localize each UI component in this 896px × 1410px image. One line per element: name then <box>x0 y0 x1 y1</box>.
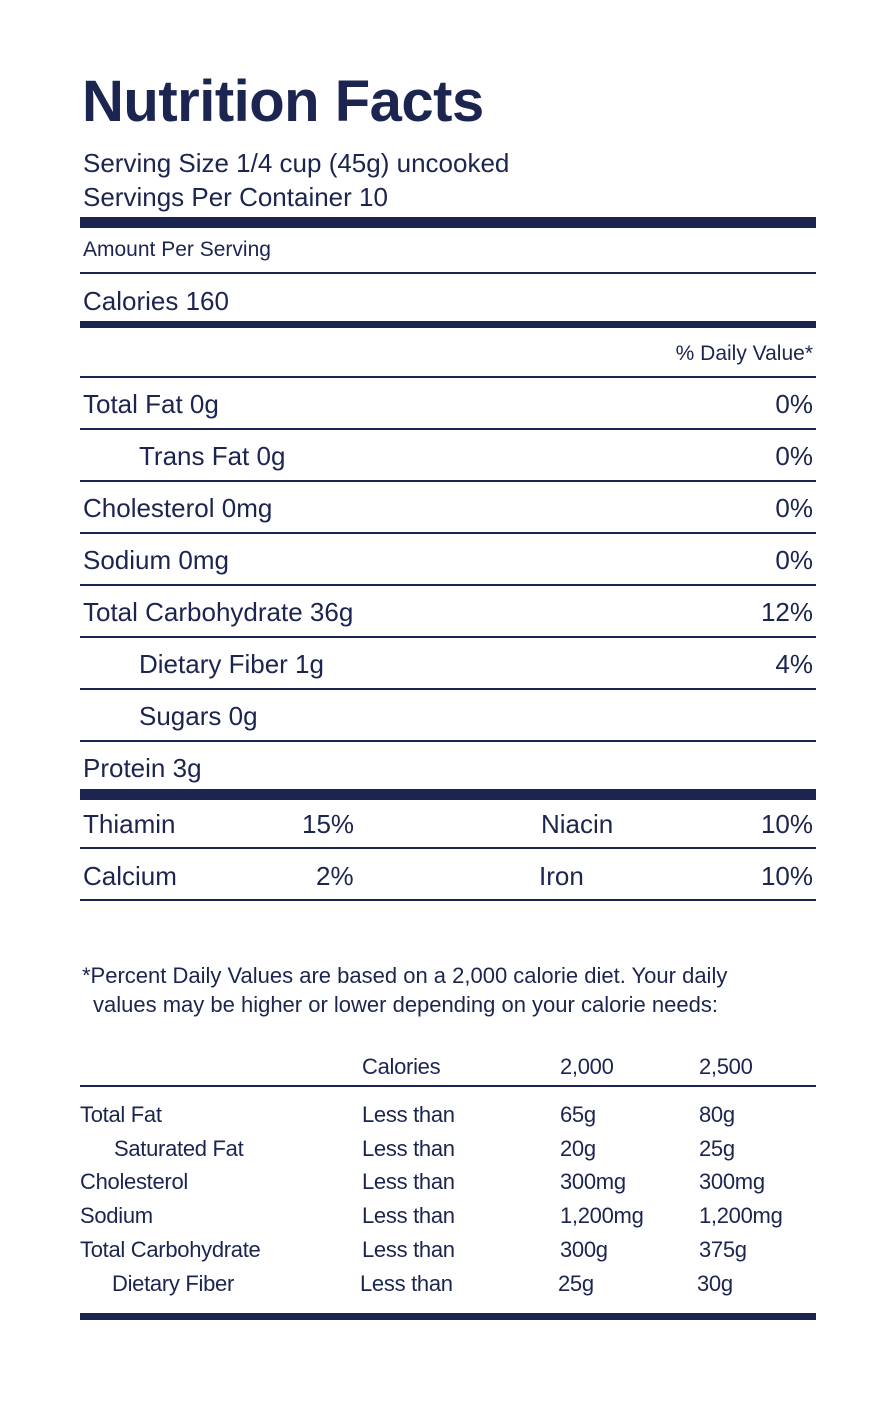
vitamin-value-thiamin: 15% <box>302 809 355 839</box>
label-title: Nutrition Facts <box>82 69 484 134</box>
table-row-2500: 375g <box>699 1237 747 1262</box>
nutrient-row-total-fat <box>80 378 816 430</box>
divider-bottom <box>80 1313 816 1320</box>
table-row-name: Total Fat <box>80 1102 162 1127</box>
table-row-2500: 80g <box>699 1102 735 1127</box>
nutrient-dv: 0% <box>775 545 813 575</box>
vitamin-name-niacin: Niacin <box>541 809 614 839</box>
divider-thick <box>80 217 816 228</box>
footnote-line-1: *Percent Daily Values are based on a 2,000 calorie diet. Your daily <box>82 963 728 988</box>
vitamin-name-iron: Iron <box>539 861 584 891</box>
nutrient-row-sugars <box>80 690 816 742</box>
table-row-2500: 25g <box>699 1136 735 1161</box>
nutrient-dv: 4% <box>775 649 813 679</box>
table-header-2500: 2,500 <box>699 1054 753 1079</box>
nutrient-name: Sodium 0mg <box>83 545 229 575</box>
table-row-name: Dietary Fiber <box>112 1271 235 1296</box>
nutrient-row-protein <box>80 742 816 794</box>
footnote-line-2: values may be higher or lower depending on your calorie needs: <box>93 992 718 1017</box>
nutrient-row-cholesterol <box>80 482 816 534</box>
table-row-limit: Less than <box>360 1271 453 1296</box>
serving-size: Serving Size 1/4 cup (45g) uncooked <box>83 148 510 178</box>
table-row-2000: 65g <box>560 1102 596 1127</box>
table-row-2000: 20g <box>560 1136 596 1161</box>
table-row-2500: 30g <box>697 1271 733 1296</box>
divider <box>80 847 816 849</box>
nutrient-row-dietary-fiber <box>80 638 816 690</box>
nutrient-name: Sugars 0g <box>139 701 258 731</box>
table-row-2000: 300mg <box>560 1169 626 1194</box>
table-row-2000: 300g <box>560 1237 608 1262</box>
nutrient-dv: 0% <box>775 441 813 471</box>
table-row-name: Total Carbohydrate <box>80 1237 261 1262</box>
table-row-limit: Less than <box>362 1102 455 1127</box>
vitamin-name-calcium: Calcium <box>83 861 177 891</box>
calories: Calories 160 <box>83 286 229 316</box>
divider <box>80 899 816 901</box>
table-row-2000: 25g <box>558 1271 594 1296</box>
table-row-limit: Less than <box>362 1203 455 1228</box>
nutrient-name: Trans Fat 0g <box>139 441 286 471</box>
nutrient-row-trans-fat <box>80 430 816 482</box>
nutrient-name: Cholesterol 0mg <box>83 493 273 523</box>
vitamin-value-iron: 10% <box>760 861 813 891</box>
table-row-name: Sodium <box>80 1203 153 1228</box>
table-row-limit: Less than <box>362 1136 455 1161</box>
table-row-limit: Less than <box>362 1237 455 1262</box>
nutrient-name: Total Carbohydrate 36g <box>83 597 354 627</box>
nutrient-name: Protein 3g <box>83 753 202 783</box>
nutrient-name: Total Fat 0g <box>83 389 219 419</box>
divider <box>80 1085 816 1087</box>
nutrition-label <box>80 0 816 1410</box>
divider-thick <box>80 789 816 800</box>
nutrient-dv: 0% <box>775 493 813 523</box>
table-row-2500: 1,200mg <box>699 1203 783 1228</box>
table-row-limit: Less than <box>362 1169 455 1194</box>
table-row-2500: 300mg <box>699 1169 765 1194</box>
vitamin-value-niacin: 10% <box>760 809 813 839</box>
divider <box>80 272 816 274</box>
table-header-calories: Calories <box>362 1054 441 1079</box>
amount-per-serving: Amount Per Serving <box>83 238 271 261</box>
nutrient-row-total-carbohydrate <box>80 586 816 638</box>
divider-medium <box>80 321 816 328</box>
vitamin-name-thiamin: Thiamin <box>83 809 176 839</box>
vitamin-value-calcium: 2% <box>316 861 354 891</box>
servings-per-container: Servings Per Container 10 <box>83 182 388 212</box>
table-row-name: Cholesterol <box>80 1169 188 1194</box>
nutrient-dv: 12% <box>760 597 813 627</box>
nutrient-row-sodium <box>80 534 816 586</box>
table-row-2000: 1,200mg <box>560 1203 644 1228</box>
daily-value-header: % Daily Value* <box>675 342 813 365</box>
table-row-name: Saturated Fat <box>114 1136 244 1161</box>
nutrient-dv: 0% <box>775 389 813 419</box>
nutrient-name: Dietary Fiber 1g <box>139 649 324 679</box>
table-header-2000: 2,000 <box>560 1054 614 1079</box>
